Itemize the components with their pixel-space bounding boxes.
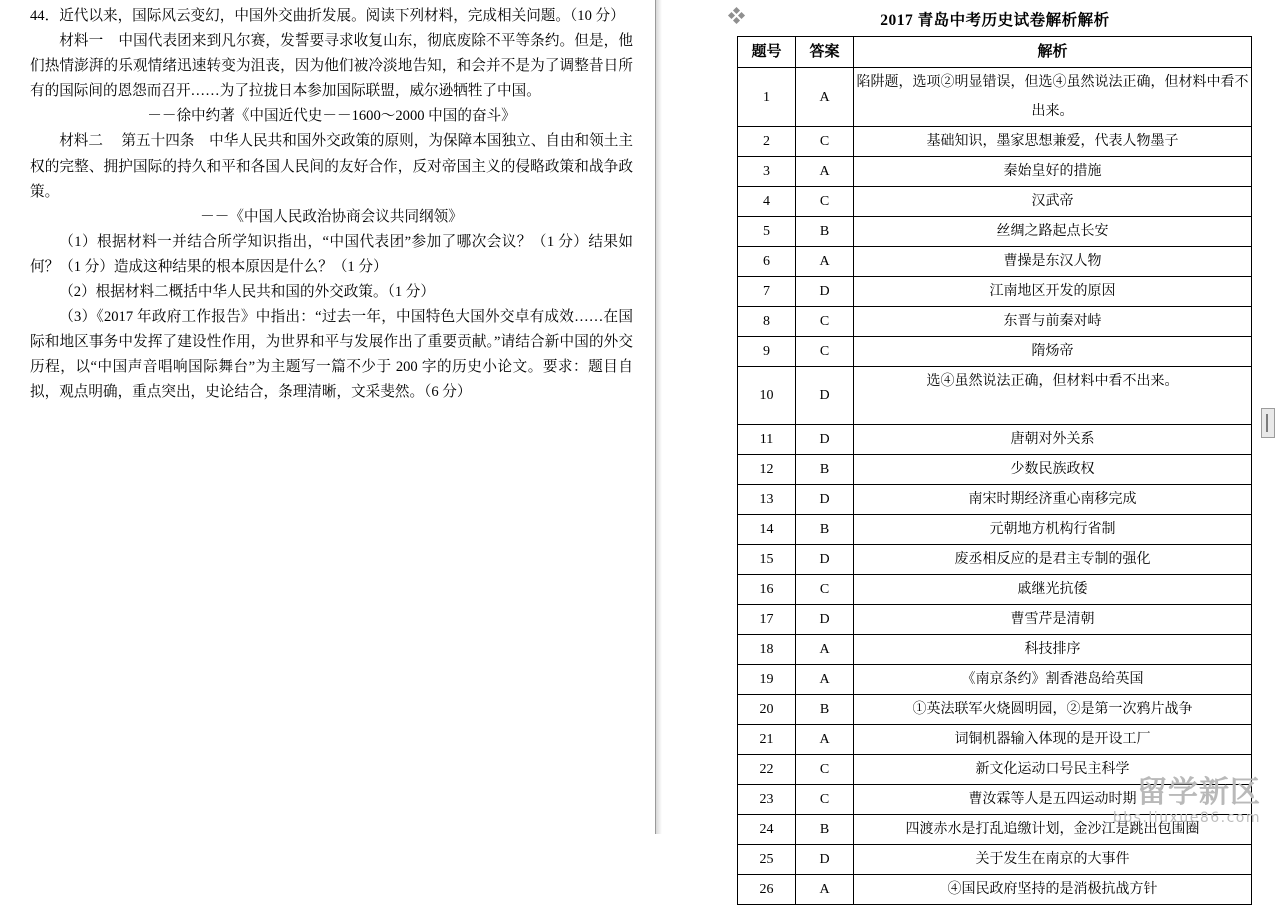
cell-explanation: 四渡赤水是打乱追缴计划，金沙江是跳出包围圈 xyxy=(854,815,1252,845)
table-row xyxy=(738,515,1252,545)
material-two-source: －－《中国人民政治协商会议共同纲领》 xyxy=(200,208,463,225)
cell-answer: A xyxy=(796,247,854,277)
table-row xyxy=(738,845,1252,875)
cell-question-no: 12 xyxy=(738,455,796,485)
cell-answer: A xyxy=(796,68,854,127)
question-number-line: 44．近代以来，国际风云变幻，中国外交曲折发展。阅读下列材料，完成相关问题。（10 分） xyxy=(30,8,625,24)
cell-answer: C xyxy=(796,127,854,157)
page-gutter xyxy=(655,0,714,834)
cell-answer: B xyxy=(796,695,854,725)
cell-explanation: 元朝地方机构行省制 xyxy=(854,515,1252,545)
cell-explanation: 基础知识，墨家思想兼爱，代表人物墨子 xyxy=(854,127,1252,157)
crop-marker-icon xyxy=(729,8,745,24)
table-row xyxy=(738,68,1252,127)
table-row xyxy=(738,127,1252,157)
table-row xyxy=(738,337,1252,367)
cell-question-no: 11 xyxy=(738,425,796,455)
cell-explanation: 陷阱题，选项②明显错误，但选④虽然说法正确，但材料中看不出来。 xyxy=(854,68,1252,127)
cell-question-no: 13 xyxy=(738,485,796,515)
cell-answer: B xyxy=(796,217,854,247)
watermark-main-text: 留学新区 xyxy=(1137,775,1261,810)
cell-answer: C xyxy=(796,755,854,785)
material-two-paragraph xyxy=(30,129,633,204)
cell-question-no: 19 xyxy=(738,665,796,695)
answer-table-title: 2017 青岛中考历史试卷解析解析 xyxy=(880,12,1110,29)
material-two-clause: 第五十四条 xyxy=(121,133,195,150)
cell-answer: C xyxy=(796,307,854,337)
sub-question-1: （1）根据材料一并结合所学知识指出，“中国代表团”参加了哪次会议？（1 分）结果如何？（1 分）造成这种结果的根本原因是什么？（1 分） xyxy=(30,233,633,275)
cell-answer: D xyxy=(796,845,854,875)
left-document-pane xyxy=(0,0,655,834)
column-header-explanation: 解析 xyxy=(854,37,1252,68)
table-row xyxy=(738,307,1252,337)
watermark xyxy=(1112,775,1261,826)
cell-answer: A xyxy=(796,875,854,905)
material-one-text: 中国代表团来到凡尔赛，发誓要寻求收复山东，彻底废除不平等条约。但是，他们热情澎湃的乐观情绪迅速转变为沮丧，因为他们被冷淡地告知，和会并不是为了调整昔日所有的国际间的恩怨而召开……为了拉拢日本参加国际联盟，威尔逊牺牲了中国。 xyxy=(30,33,633,100)
cell-answer: C xyxy=(796,337,854,367)
watermark-url-text: bbs.liuxue86.com xyxy=(1112,810,1261,826)
cell-explanation: 唐朝对外关系 xyxy=(854,425,1252,455)
cell-answer: D xyxy=(796,485,854,515)
cell-question-no: 20 xyxy=(738,695,796,725)
cell-explanation: ①英法联军火烧圆明园，②是第一次鸦片战争 xyxy=(854,695,1252,725)
table-row xyxy=(738,875,1252,905)
cell-explanation: 《南京条约》割香港岛给英国 xyxy=(854,665,1252,695)
cell-question-no: 25 xyxy=(738,845,796,875)
cell-answer: D xyxy=(796,367,854,425)
table-row xyxy=(738,635,1252,665)
cell-explanation: 隋炀帝 xyxy=(854,337,1252,367)
cell-answer: C xyxy=(796,575,854,605)
cell-explanation: 选④虽然说法正确，但材料中看不出来。 xyxy=(854,367,1252,425)
material-two-text: 中华人民共和国外交政策的原则，为保障本国独立、自由和领土主权的完整、拥护国际的持久和平和各国人民间的友好合作，反对帝国主义的侵略政策和战争政策。 xyxy=(30,133,633,200)
cell-question-no: 23 xyxy=(738,785,796,815)
cell-question-no: 1 xyxy=(738,68,796,127)
cell-answer: C xyxy=(796,187,854,217)
cell-answer: A xyxy=(796,635,854,665)
cell-question-no: 7 xyxy=(738,277,796,307)
cell-explanation: 秦始皇好的措施 xyxy=(854,157,1252,187)
table-row xyxy=(738,217,1252,247)
cell-explanation: 废丞相反应的是君主专制的强化 xyxy=(854,545,1252,575)
cell-explanation: 少数民族政权 xyxy=(854,455,1252,485)
cell-explanation: 科技排序 xyxy=(854,635,1252,665)
cell-question-no: 18 xyxy=(738,635,796,665)
table-row xyxy=(738,247,1252,277)
cell-question-no: 22 xyxy=(738,755,796,785)
right-answer-pane xyxy=(713,0,1275,897)
table-row xyxy=(738,277,1252,307)
material-one-label: 材料一 xyxy=(59,33,104,50)
cell-explanation: 汉武帝 xyxy=(854,187,1252,217)
cell-explanation: ④国民政府坚持的是消极抗战方针 xyxy=(854,875,1252,905)
cell-question-no: 21 xyxy=(738,725,796,755)
table-row xyxy=(738,485,1252,515)
cell-question-no: 26 xyxy=(738,875,796,905)
cell-answer: A xyxy=(796,665,854,695)
material-one-source: －－徐中约著《中国近代史－－1600～2000 中国的奋斗》 xyxy=(147,108,516,125)
table-header-row xyxy=(738,37,1252,68)
cell-question-no: 3 xyxy=(738,157,796,187)
material-two-label: 材料二 xyxy=(59,133,104,150)
cell-answer: D xyxy=(796,545,854,575)
cell-explanation: 曹汝霖等人是五四运动时期 xyxy=(854,785,1252,815)
cell-answer: A xyxy=(796,157,854,187)
cell-answer: A xyxy=(796,725,854,755)
cell-question-no: 9 xyxy=(738,337,796,367)
scroll-handle[interactable] xyxy=(1261,408,1275,438)
gutter-shadow xyxy=(656,0,662,834)
cell-answer: C xyxy=(796,785,854,815)
cell-question-no: 10 xyxy=(738,367,796,425)
exam-question-block xyxy=(30,4,633,406)
cell-explanation: 戚继光抗倭 xyxy=(854,575,1252,605)
cell-answer: B xyxy=(796,515,854,545)
cell-answer: D xyxy=(796,277,854,307)
cell-question-no: 24 xyxy=(738,815,796,845)
material-one-paragraph xyxy=(30,29,633,104)
cell-explanation: 江南地区开发的原因 xyxy=(854,277,1252,307)
cell-question-no: 14 xyxy=(738,515,796,545)
cell-explanation: 关于发生在南京的大事件 xyxy=(854,845,1252,875)
table-row xyxy=(738,725,1252,755)
table-row xyxy=(738,187,1252,217)
sub-question-2: （2）根据材料二概括中华人民共和国的外交政策。（1 分） xyxy=(59,284,435,301)
table-row xyxy=(738,545,1252,575)
table-row xyxy=(738,575,1252,605)
table-row xyxy=(738,695,1252,725)
cell-explanation: 丝绸之路起点长安 xyxy=(854,217,1252,247)
table-row xyxy=(738,367,1252,425)
cell-question-no: 5 xyxy=(738,217,796,247)
cell-explanation: 曹雪芹是清朝 xyxy=(854,605,1252,635)
column-header-no: 题号 xyxy=(738,37,796,68)
cell-answer: B xyxy=(796,815,854,845)
cell-question-no: 17 xyxy=(738,605,796,635)
cell-question-no: 15 xyxy=(738,545,796,575)
cell-explanation: 新文化运动口号民主科学 xyxy=(854,755,1252,785)
cell-question-no: 2 xyxy=(738,127,796,157)
table-row xyxy=(738,157,1252,187)
cell-explanation: 曹操是东汉人物 xyxy=(854,247,1252,277)
cell-question-no: 8 xyxy=(738,307,796,337)
cell-answer: D xyxy=(796,605,854,635)
sub-question-3: （3）《2017 年政府工作报告》中指出：“过去一年，中国特色大国外交卓有成效……在国际和地区事务中发挥了建设性作用，为世界和平与发展作出了重要贡献。”请结合新中国的外交历程，以“中国声音唱响国际舞台”为主题写一篇不少于 200 字的历史小论文。要求：题目自拟，观点明确，重点突出，史论结合，条理清晰，文采斐然。（6 分） xyxy=(30,309,633,401)
cell-question-no: 16 xyxy=(738,575,796,605)
cell-answer: B xyxy=(796,455,854,485)
table-row xyxy=(738,605,1252,635)
cell-question-no: 6 xyxy=(738,247,796,277)
table-row xyxy=(738,425,1252,455)
column-header-answer: 答案 xyxy=(796,37,854,68)
cell-question-no: 4 xyxy=(738,187,796,217)
cell-explanation: 南宋时期经济重心南移完成 xyxy=(854,485,1252,515)
table-row xyxy=(738,455,1252,485)
cell-answer: D xyxy=(796,425,854,455)
cell-explanation: 词铜机器输入体现的是开设工厂 xyxy=(854,725,1252,755)
table-row xyxy=(738,665,1252,695)
cell-explanation: 东晋与前秦对峙 xyxy=(854,307,1252,337)
